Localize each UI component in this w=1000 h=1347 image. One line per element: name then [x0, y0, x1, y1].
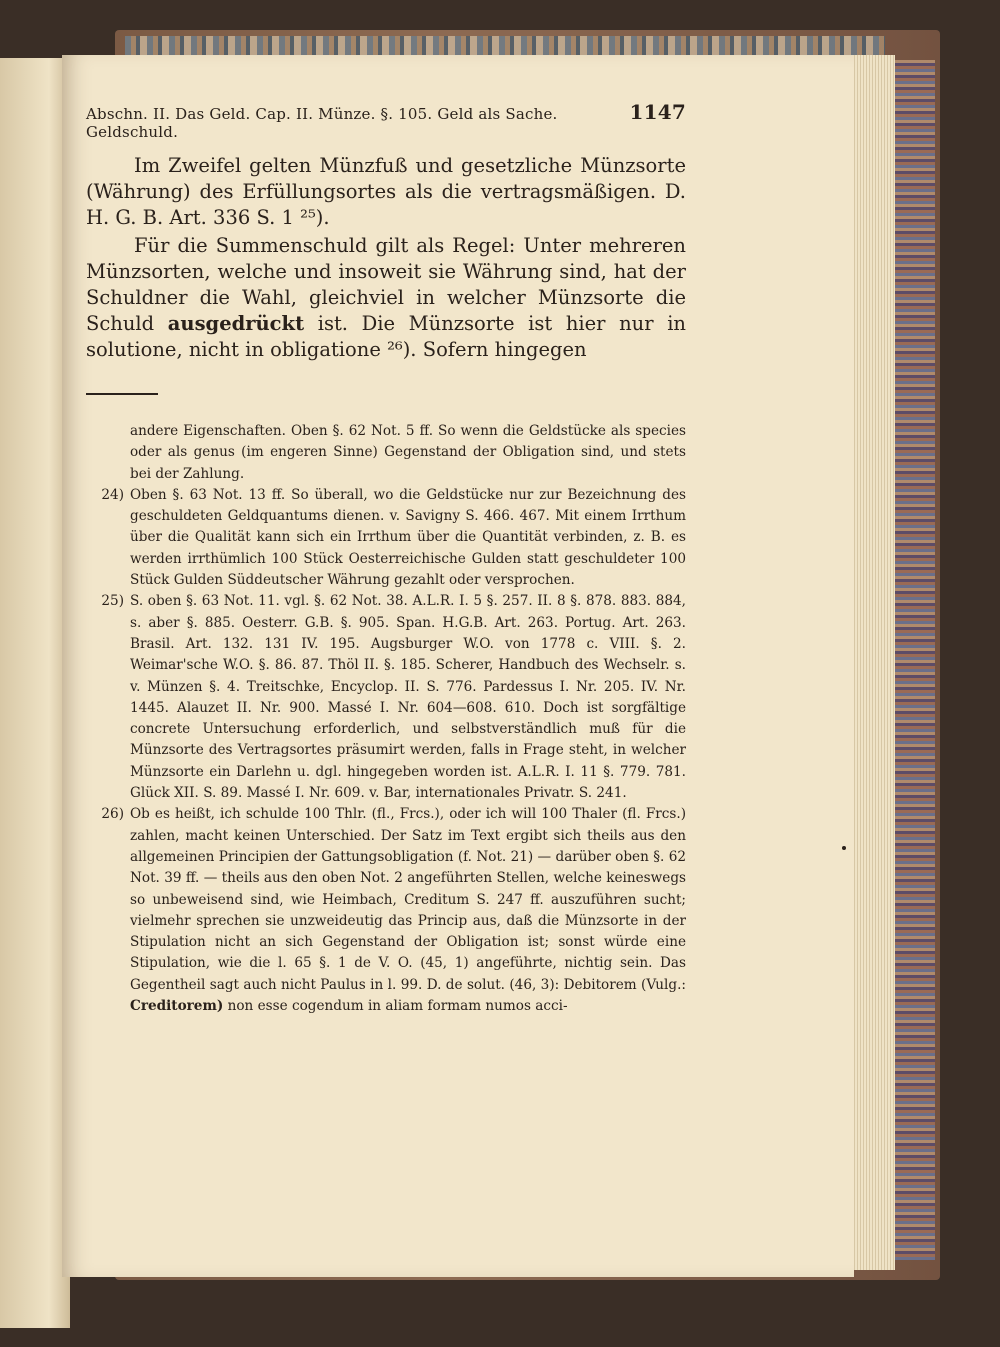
footnote-number: 26): [101, 806, 124, 823]
page-number: 1147: [629, 100, 686, 124]
footnote-26-part-a: Ob es heißt, ich schulde 100 Thlr. (fl., Frcs.), oder ich will 100 Thaler (fl. Frcs.) zahlen, macht keinen Unterschied. Der Satz im Text ergibt sich theils aus den allgemeinen Principien der Gattungsobligation (f. Not. 21) — darüber oben §. 62 Not. 39 ff. — theils aus den oben Not. 2 angeführten Stellen, welche keineswegs so unbeweisend sind, wie Heimbach, Creditum S. 247 ff. auszuführen sucht; vielmehr sprechen sie unzweideutig das Princip aus, daß die Münzsorte in der Stipulation nicht an sich Gegenstand der Obligation ist; sonst würde eine Stipulation, wie die l. 65 §. 1 de V. O. (45, 1) angeführte, nichtig sein. Das Gegentheil sagt auch nicht Paulus in l. 99. D. de solut. (46, 3): Debitorem (Vulg.:: [130, 806, 686, 993]
main-text: [86, 153, 686, 363]
footnote-text: S. oben §. 63 Not. 11. vgl. §. 62 Not. 38. A.L.R. I. 5 §. 257. II. 8 §. 878. 883. 884, s. aber §. 885. Oesterr. G.B. §. 905. Span. H.G.B. Art. 263. Portug. Art. 263. Brasil. Art. 132. 131 IV. 195. Augsburger W.O. von 1778 c. VIII. §. 2. Weimar'sche W.O. §. 86. 87. Thöl II. §. 185. Scherer, Handbuch des Wechselr. s. v. Münzen §. 4. Treitschke, Encyclop. II. S. 776. Pardessus I. Nr. 205. IV. Nr. 1445. Alauzet II. Nr. 900. Massé I. Nr. 604—608. 610. Doch ist sorgfältige concrete Untersuchung erforderlich, und selbstverständlich muß für die Münzsorte des Vertragsortes präsumirt werden, falls in Frage steht, in welcher Münzsorte ein Darlehn u. dgl. hingegeben worden ist. A.L.R. I. 11 §. 779. 781. Glück XII. S. 89. Massé I. Nr. 609. v. Bar, internationales Privatr. S. 241.: [130, 593, 686, 802]
footnote-rule: [86, 393, 158, 395]
footnote-26-part-b: non esse cogendum in aliam formam numos acci-: [223, 998, 568, 1015]
footnote-continuation: [86, 421, 686, 485]
paragraph-1: Im Zweifel gelten Münzfuß und gesetzliche Münzsorte (Währung) des Erfüllungsortes als die vertragsmäßigen. D. H. G. B. Art. 336 S. 1 ²⁵).: [86, 154, 686, 229]
footnote-number: 25): [101, 593, 124, 610]
paragraph-2: [86, 233, 686, 363]
paragraph-2-emphasis: ausgedrückt: [167, 312, 305, 335]
footnote-26-emphasis: Creditorem): [130, 998, 224, 1015]
ink-dot: [842, 846, 846, 850]
footnote-25: [86, 591, 686, 804]
paragraph-2-part-a: Für die Summenschuld gilt als Regel: Unter mehreren Münzsorten, welche und insoweit sie Währung sind, hat der Schuldner die Wahl, gleichviel in welcher Münzsorte die Schuld: [86, 234, 686, 335]
footnote-26: [86, 804, 686, 1017]
running-head: Abschn. II. Das Geld. Cap. II. Münze. §. 105. Geld als Sache. Geldschuld.: [86, 105, 558, 141]
footnote-continuation-text: andere Eigenschaften. Oben §. 62 Not. 5 ff. So wenn die Geldstücke als species oder als genus (im engeren Sinne) Gegenstand der Obligation sind, und stets bei der Zahlung.: [130, 423, 686, 482]
footnotes: [86, 421, 686, 1017]
footnote-text: [130, 804, 686, 1017]
running-header: [86, 100, 686, 141]
footnote-24: [86, 485, 686, 591]
paragraph-2-part-b: ist. Die Münzsorte ist hier nur in solutione, nicht in obligatione ²⁶). Sofern hingegen: [86, 312, 686, 361]
page-text: [86, 100, 686, 1017]
footnote-number: 24): [101, 486, 124, 503]
marbled-edge-right: [895, 60, 935, 1260]
footnote-text: Oben §. 63 Not. 13 ff. So überall, wo die Geldstücke nur zur Bezeichnung des geschuldeten Geldquantums dienen. v. Savigny S. 466. 467. Mit einem Irrthum über die Qualität kann sich ein Irrthum über die Quantität verbinden, z. B. es werden irrthümlich 100 Stück Oesterreichische Gulden statt geschuldeter 100 Stück Gulden Süddeutscher Währung gezahlt oder versprochen.: [130, 486, 686, 589]
left-page-edge: [0, 58, 70, 1328]
